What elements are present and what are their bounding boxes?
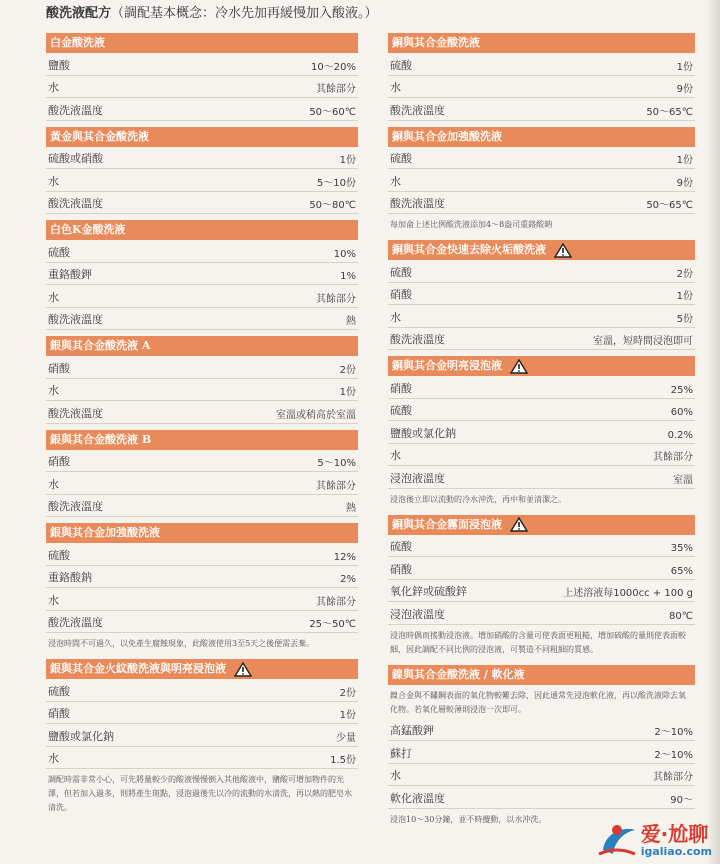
ingredient-value: 其餘部分 <box>316 596 356 608</box>
ingredient-label: 水 <box>48 593 59 607</box>
ingredient-label: 硝酸 <box>390 562 412 576</box>
ingredient-label: 酸洗液溫度 <box>390 333 445 346</box>
ingredient-row <box>388 283 695 306</box>
ingredient-value: 其餘部分 <box>653 772 693 783</box>
ingredient-row <box>46 401 358 424</box>
ingredient-label: 浸泡液溫度 <box>390 471 445 485</box>
ingredient-value: 2份 <box>676 268 693 280</box>
ingredient-row <box>388 399 695 422</box>
section-note: 每加侖上述比例酸洗液添加4～8盎司重鉻酸鈉 <box>390 220 553 229</box>
section-title: 白金酸洗液 <box>50 36 105 49</box>
ingredient-row <box>388 53 695 76</box>
ingredient-value: 35% <box>670 543 693 554</box>
section-note: 鎳合金與不鏽鋼表面的氧化物較難去除，因此通常先浸泡軟化液，再以酸洗液除去氧化物。若氧化層較薄則浸泡一次即可。 <box>390 690 686 714</box>
ingredient-label: 軟化液溫度 <box>390 791 445 805</box>
section-title: 銀與其合金酸洗液 A <box>50 339 151 352</box>
ingredient-label: 氧化鋅或硫酸鋅 <box>390 585 467 598</box>
ingredient-label: 水 <box>48 752 59 765</box>
ingredient-value: 50～80℃ <box>309 200 356 211</box>
ingredient-row <box>46 263 358 286</box>
ingredient-label: 硝酸 <box>48 455 70 468</box>
ingredient-row <box>388 328 695 351</box>
ingredient-value: 其餘部分 <box>316 293 356 305</box>
ingredient-label: 硫酸 <box>48 684 70 698</box>
ingredient-label: 硫酸 <box>48 245 70 259</box>
book-spine-shadow <box>706 0 720 864</box>
ingredient-row <box>46 76 358 99</box>
ingredient-row <box>46 98 358 121</box>
ingredient-label: 硫酸 <box>390 152 412 165</box>
ingredient-value: 12% <box>333 551 356 563</box>
section-title: 銅與其合金酸洗液 <box>392 36 480 49</box>
ingredient-row <box>388 580 695 603</box>
ingredient-label: 酸洗液溫度 <box>48 313 103 326</box>
ingredient-value: 5～10% <box>317 458 356 469</box>
ingredient-row <box>46 495 358 518</box>
section-title: 銅與其合金加強酸洗液 <box>392 129 502 143</box>
ingredient-row <box>46 702 358 725</box>
ingredient-row <box>388 147 695 170</box>
ingredient-label: 水 <box>390 310 401 324</box>
page-title-bold: 酸洗液配方 <box>46 6 112 21</box>
ingredient-value: 65% <box>670 565 693 577</box>
ingredient-label: 硫酸 <box>390 404 412 417</box>
ingredient-row <box>388 719 695 742</box>
ingredient-row <box>388 169 695 192</box>
ingredient-value: 室溫或稍高於室溫 <box>276 409 356 421</box>
ingredient-label: 水 <box>48 384 59 397</box>
ingredient-label: 水 <box>48 477 59 491</box>
ingredient-label: 硝酸 <box>48 361 70 375</box>
recipe-section <box>388 240 695 350</box>
section-title: 銀與其合金酸洗液 B <box>50 432 152 446</box>
ingredient-row <box>46 543 358 566</box>
ingredient-value: 60% <box>670 407 693 418</box>
section-header <box>46 127 358 147</box>
ingredient-label: 蘇打 <box>390 746 412 760</box>
ingredient-label: 重鉻酸鈉 <box>48 571 92 584</box>
ingredient-label: 硫酸或硝酸 <box>48 152 103 165</box>
ingredient-value: 室溫，短時間浸泡即可 <box>593 336 693 347</box>
recipe-section <box>46 523 358 653</box>
warning-icon <box>234 662 252 677</box>
ingredient-value: 80℃ <box>669 610 693 622</box>
ingredient-label: 鹽酸或氯化鈉 <box>390 426 456 440</box>
ingredient-value: 50～60℃ <box>309 106 356 118</box>
ingredient-label: 鹽酸或氯化鈉 <box>48 729 114 743</box>
ingredient-row <box>46 588 358 611</box>
section-note: 浸泡時偶而搖動浸泡液。增加硝酸的含量可使表面更粗糙，增加硫酸的量則使表面較細，因此調配不同比例的浸泡液，可製造不同粗細的質感。 <box>390 630 686 654</box>
ingredient-value: 90～ <box>670 794 693 806</box>
section-header <box>46 523 358 543</box>
ingredient-label: 硫酸 <box>48 548 70 562</box>
recipe-section <box>46 33 358 121</box>
section-header <box>46 336 358 356</box>
ingredient-label: 水 <box>48 290 59 304</box>
ingredient-label: 硝酸 <box>48 707 70 720</box>
section-title: 銀與其合金加強酸洗液 <box>50 526 160 539</box>
ingredient-row <box>388 421 695 444</box>
ingredient-row <box>388 260 695 283</box>
ingredient-value: 1份 <box>676 155 693 166</box>
ingredient-value: 2% <box>340 574 356 585</box>
ingredient-row <box>388 76 695 99</box>
ingredient-value: 10% <box>333 248 356 260</box>
section-header <box>388 240 695 260</box>
ingredient-row <box>46 53 358 76</box>
section-title: 白色K金酸洗液 <box>50 223 126 236</box>
recipe-section <box>46 220 358 330</box>
section-header <box>388 127 695 147</box>
ingredient-value: 2～10% <box>654 727 693 738</box>
ingredient-value: 1份 <box>339 710 356 721</box>
ingredient-value: 2份 <box>339 687 356 699</box>
ingredient-label: 酸洗液溫度 <box>48 616 103 629</box>
ingredient-label: 酸洗液溫度 <box>48 500 103 513</box>
ingredient-label: 水 <box>48 81 59 94</box>
ingredient-label: 高錳酸鉀 <box>390 724 434 737</box>
ingredient-row <box>46 679 358 702</box>
ingredient-row <box>388 98 695 121</box>
ingredient-value: 50～65℃ <box>646 200 693 211</box>
ingredient-label: 重鉻酸鉀 <box>48 268 92 281</box>
page-title <box>46 2 378 21</box>
section-header <box>46 659 358 679</box>
ingredient-label: 硫酸 <box>390 265 412 279</box>
ingredient-row <box>46 379 358 402</box>
ingredient-value: 9份 <box>676 84 693 95</box>
section-header <box>388 356 695 376</box>
recipe-section <box>388 515 695 659</box>
section-title: 黃金與其合金酸洗液 <box>50 129 149 143</box>
recipe-section <box>46 659 358 817</box>
ingredient-label: 酸洗液溫度 <box>48 406 103 420</box>
ingredient-row <box>46 450 358 473</box>
ingredient-value: 其餘部分 <box>653 452 693 463</box>
watermark-title: 爱·尬聊 <box>640 821 709 846</box>
ingredient-label: 水 <box>390 769 401 782</box>
section-title: 鎳與其合金酸洗液 / 軟化液 <box>392 667 525 681</box>
ingredient-label: 硝酸 <box>390 381 412 395</box>
recipe-section <box>388 356 695 509</box>
ingredient-value: 上述溶液每1000cc + 100 g <box>563 588 693 599</box>
right-column <box>388 33 695 835</box>
ingredient-row <box>46 308 358 331</box>
ingredient-label: 水 <box>48 174 59 188</box>
ingredient-label: 浸泡液溫度 <box>390 607 445 621</box>
ingredient-value: 少量 <box>336 732 356 744</box>
ingredient-row <box>46 724 358 747</box>
ingredient-row <box>388 192 695 215</box>
ingredient-row <box>46 169 358 192</box>
section-header <box>46 430 358 450</box>
section-title: 銅與其合金快速去除火垢酸洗液 <box>392 243 546 256</box>
watermark-url: igaliao.com <box>640 844 712 858</box>
recipe-section <box>388 665 695 829</box>
ingredient-label: 酸洗液溫度 <box>48 103 103 117</box>
ingredient-label: 水 <box>390 449 401 462</box>
ingredient-row <box>46 747 358 770</box>
section-title: 銅與其合金明亮浸泡液 <box>392 359 502 372</box>
section-note: 浸泡時間不可過久，以免產生腐蝕現象，此酸液使用3至5天之後便需丟棄。 <box>48 639 315 648</box>
page-title-subtitle: （調配基本概念：冷水先加再緩慢加入酸液。） <box>111 6 378 21</box>
ingredient-row <box>46 240 358 263</box>
ingredient-value: 其餘部分 <box>316 480 356 492</box>
ingredient-value: 0.2% <box>667 429 693 441</box>
ingredient-value: 5份 <box>676 313 693 325</box>
ingredient-value: 1份 <box>676 291 693 302</box>
ingredient-row <box>388 535 695 558</box>
ingredient-row <box>46 611 358 634</box>
ingredient-value: 50～65℃ <box>646 106 693 118</box>
ingredient-value: 1.5份 <box>330 755 356 766</box>
section-header <box>388 515 695 535</box>
ingredient-label: 水 <box>390 81 401 94</box>
ingredient-row <box>46 566 358 589</box>
ingredient-label: 酸洗液溫度 <box>390 197 445 210</box>
ingredient-row <box>388 741 695 764</box>
watermark-text <box>641 823 712 858</box>
ingredient-row <box>388 602 695 625</box>
ingredient-value: 5～10份 <box>316 177 356 189</box>
ingredient-label: 硫酸 <box>390 540 412 553</box>
recipe-section <box>46 127 358 215</box>
ingredient-value: 1份 <box>676 61 693 73</box>
ingredient-label: 水 <box>390 174 401 188</box>
ingredient-value: 25% <box>670 384 693 396</box>
section-note: 調配時需非常小心，可先將量較少的酸液慢慢倒入其他酸液中，鹽酸可增加物件的光澤，但若加入過多，則將產生斑點，浸泡過後先以冷的流動的水清洗，再以熱的肥皂水清洗。 <box>48 775 352 812</box>
section-note: 浸泡10～30分鐘，並不時攪動，以水沖洗。 <box>390 814 547 824</box>
ingredient-row <box>46 285 358 308</box>
ingredient-row <box>388 305 695 328</box>
left-column <box>46 33 358 823</box>
ingredient-value: 2～10% <box>654 749 693 761</box>
section-header <box>46 33 358 53</box>
ingredient-value: 1份 <box>339 387 356 398</box>
ingredient-row <box>46 356 358 379</box>
section-note: 浸泡後立即以流動的冷水沖洗，再中和並清潔之。 <box>390 494 566 504</box>
ingredient-value: 10～20% <box>311 61 356 73</box>
ingredient-row <box>46 147 358 170</box>
recipe-section <box>46 336 358 424</box>
ingredient-value: 25～50℃ <box>309 619 356 630</box>
ingredient-value: 熱 <box>346 316 356 327</box>
ingredient-row <box>388 466 695 489</box>
warning-icon <box>510 359 528 374</box>
recipe-section <box>388 127 695 235</box>
ingredient-value: 9份 <box>676 177 693 189</box>
watermark <box>595 820 712 860</box>
ingredient-label: 酸洗液溫度 <box>390 103 445 117</box>
ingredient-value: 2份 <box>339 364 356 376</box>
recipe-section <box>388 33 695 121</box>
ingredient-label: 硝酸 <box>390 288 412 301</box>
ingredient-value: 熱 <box>346 503 356 514</box>
warning-icon <box>554 243 572 258</box>
ingredient-value: 1% <box>340 271 356 282</box>
ingredient-label: 酸洗液溫度 <box>48 197 103 210</box>
warning-icon <box>510 517 528 532</box>
ingredient-label: 硫酸 <box>390 58 412 72</box>
ingredient-value: 其餘部分 <box>316 84 356 95</box>
ingredient-row <box>388 786 695 809</box>
section-header <box>46 220 358 240</box>
watermark-logo-icon <box>595 820 639 860</box>
ingredient-row <box>46 192 358 215</box>
section-title: 銀與其合金火紋酸洗液與明亮浸泡液 <box>50 662 226 675</box>
ingredient-value: 1份 <box>339 155 356 166</box>
section-header <box>388 665 695 685</box>
ingredient-label: 鹽酸 <box>48 58 70 72</box>
ingredient-row <box>388 764 695 787</box>
ingredient-row <box>46 472 358 495</box>
ingredient-value: 室溫 <box>673 474 693 486</box>
ingredient-row <box>388 444 695 467</box>
section-header <box>388 33 695 53</box>
ingredient-row <box>388 376 695 399</box>
recipe-section <box>46 430 358 518</box>
section-title: 銅與其合金霧面浸泡液 <box>392 517 502 531</box>
ingredient-row <box>388 557 695 580</box>
